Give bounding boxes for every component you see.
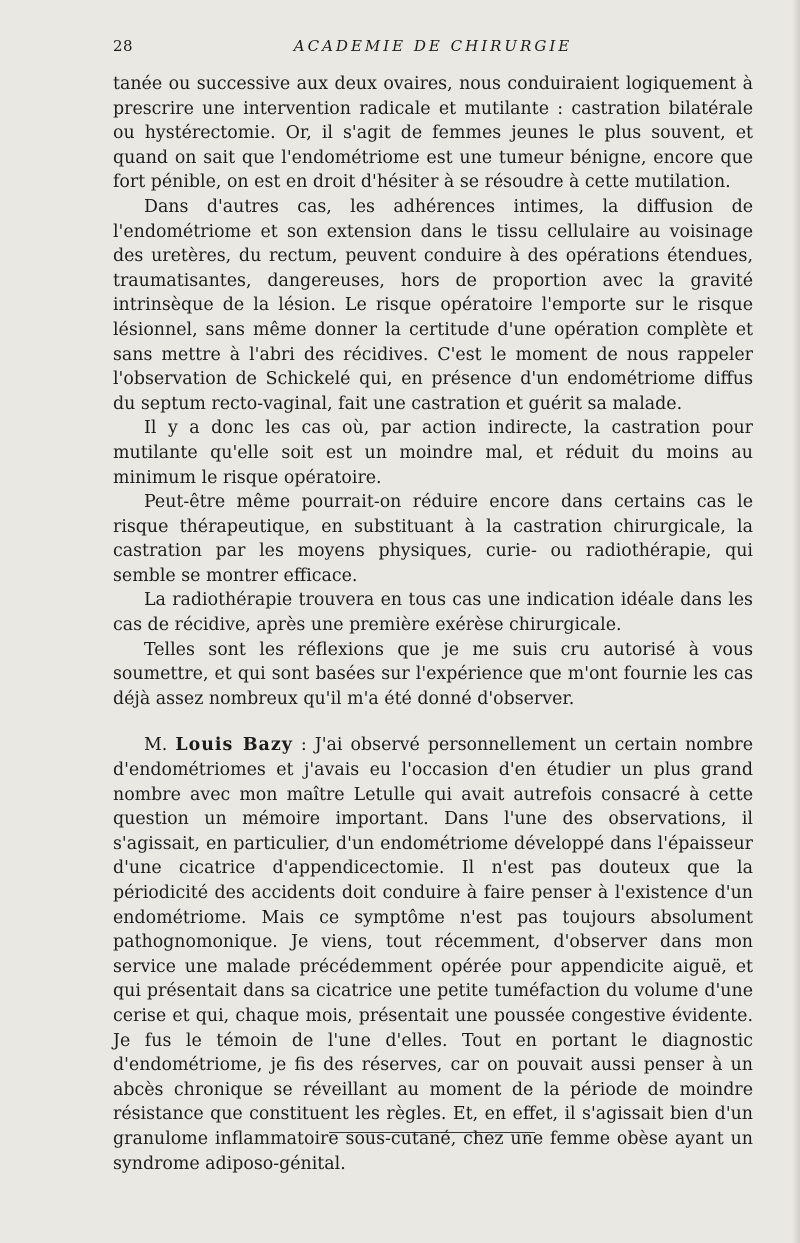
running-head: ACADEMIE DE CHIRURGIE (293, 37, 573, 55)
speaker-separator: : (292, 735, 315, 756)
paragraph: La radiothérapie trouvera en tous cas une indication idéale dans les cas de récidive, après une première exérèse chirurgicale. (113, 590, 753, 636)
paragraph: tanée ou successive aux deux ovaires, nous conduiraient logiquement à prescrire une intervention radicale et mutilante : castration bilatérale ou hystérectomie. Or, il s'agit de femmes jeunes le plus souvent, et quand on sait que l'endométriome est une tumeur bénigne, encore que fort pénible, on est en droit d'hésiter à se résoudre à cette mutilation. (113, 74, 753, 193)
speaker-name: Louis Bazy (175, 735, 293, 756)
speaker-text: J'ai observé personnellement un certain nombre d'endométriomes et j'avais eu l'occasion d'en étudier un plus grand nombre avec mon maître Letulle qui avait autrefois consacré à cette question un mémoire important. Dans l'une des observations, il s'agissait, en particulier, d'un endométriome développé dans l'épaisseur d'une cicatrice d'appendicectomie. Il n'est pas douteux que la périodicité des accidents doit conduire à faire penser à l'existence d'un endométriome. Mais ce symptôme n'est pas toujours absolument pathognomonique. Je viens, tout récemment, d'observer dans mon service une malade précédemment opérée pour appendicite aiguë, et qui présentait dans sa cicatrice une petite tuméfaction du volume d'une cerise et qui, chaque mois, présentait une poussée congestive évidente. Je fus le témoin de l'une d'elles. Tout en portant le diagnostic d'endométriome, je fis des réserves, car on pouvait aussi penser à un abcès chronique se réveillant au moment de la période de moindre résistance que constituent les règles. Et, en effet, il s'agissait bien d'un granulome inflammatoire sous-cutané, chez une femme obèse ayant un syndrome adiposo-génital. (113, 735, 753, 1174)
page-header (113, 37, 753, 59)
section-divider (329, 1132, 535, 1133)
page-number: 28 (113, 37, 134, 55)
paragraph: Telles sont les réflexions que je me suis cru autorisé à vous soumettre, et qui sont basées sur l'expérience que m'ont fournie les cas déjà assez nombreux qu'il m'a été donné d'observer. (113, 639, 753, 709)
speaker-prefix: M. (144, 735, 176, 756)
paragraph: Il y a donc les cas où, par action indirecte, la castration pour mutilante qu'elle soit est un moindre mal, et réduit du moins au minimum le risque opératoire. (113, 418, 753, 488)
page-edge (792, 0, 800, 1243)
paragraph: Dans d'autres cas, les adhérences intimes, la diffusion de l'endométriome et son extension dans le tissu cellulaire au voisinage des uretères, du rectum, peuvent conduire à des opérations étendues, traumatisantes, dangereuses, hors de proportion avec la gravité intrinsèque de la lésion. Le risque opératoire l'emporte sur le risque lésionnel, sans même donner la certitude d'une opération complète et sans mettre à l'abri des récidives. C'est le moment de nous rappeler l'observation de Schickelé qui, en présence d'un endométriome diffus du septum recto-vaginal, fait une castration et guérit sa malade. (113, 196, 753, 414)
paragraph: Peut-être même pourrait-on réduire encore dans certains cas le risque thérapeutique, en substituant à la castration chirurgicale, la castration par les moyens physiques, curie- ou radiothérapie, qui semble se montrer efficace. (113, 492, 753, 586)
speaker-paragraph (113, 733, 753, 1176)
body-text (113, 72, 753, 1176)
